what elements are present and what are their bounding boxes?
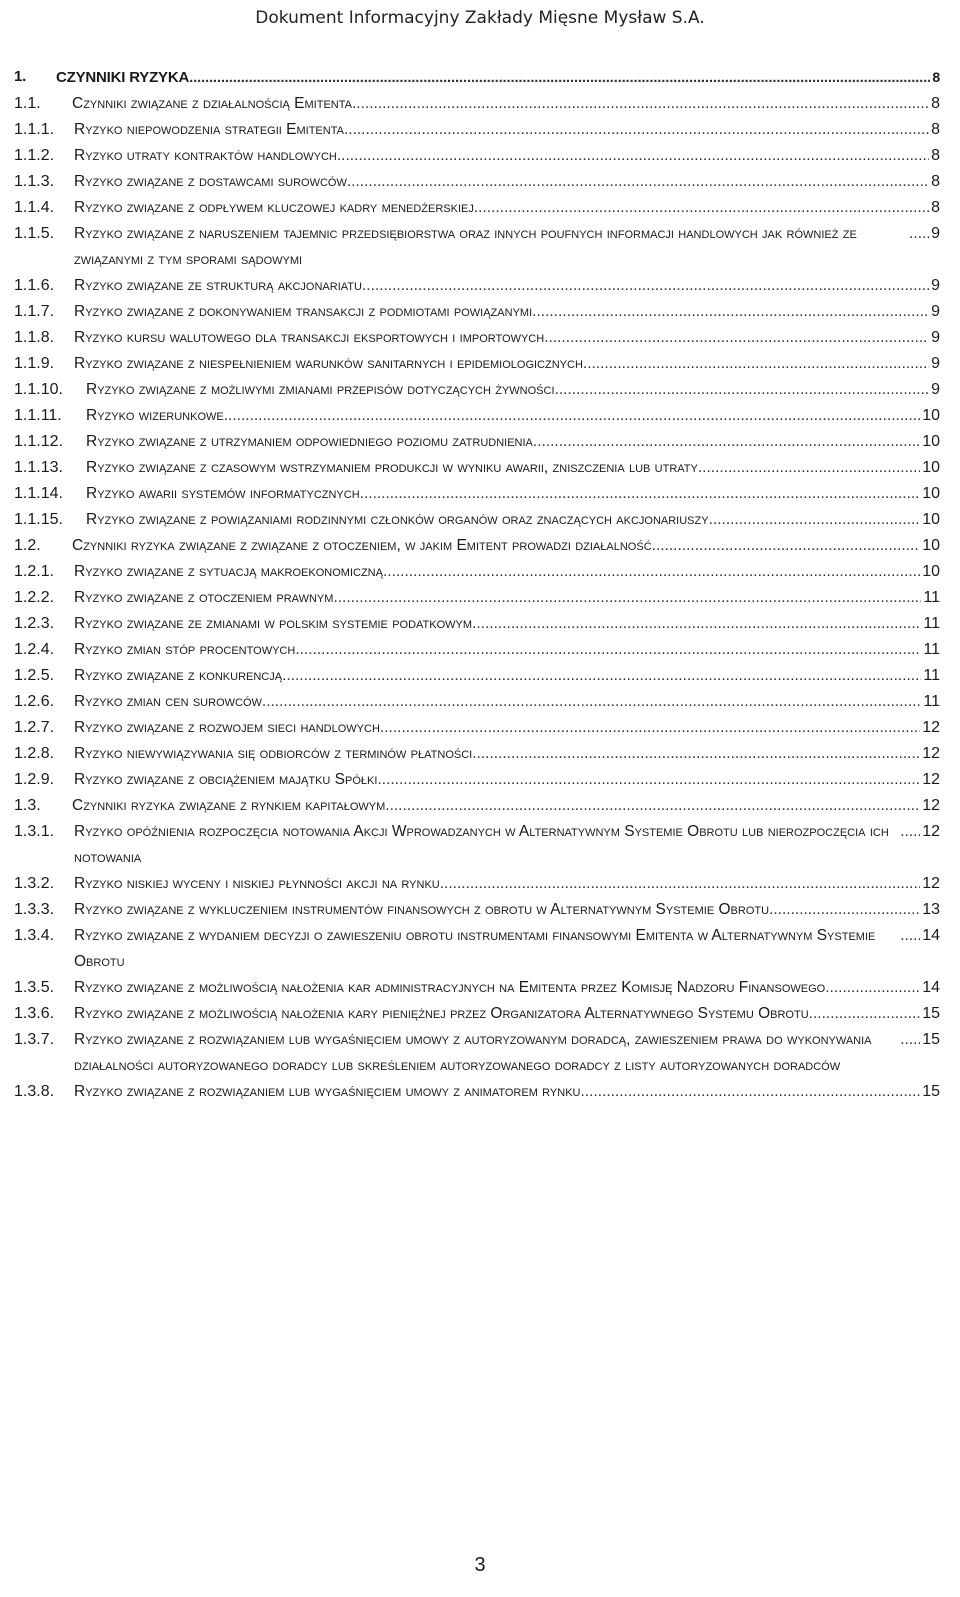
toc-entry-page: 8 (931, 95, 940, 112)
toc-entry-title: Ryzyko związane z wykluczeniem instrumentów finansowych z obrotu w Alternatywnym Systemie Obrotu (74, 897, 769, 923)
toc-entry-title: Ryzyko zmian stóp procentowych (74, 637, 295, 663)
toc-entry-number: 1.1.8. (14, 329, 55, 346)
toc-entry-number: 1.2.7. (14, 719, 55, 736)
toc-entry[interactable] (14, 741, 940, 767)
toc-entry-page: 12 (922, 797, 940, 814)
toc-entry[interactable] (14, 169, 940, 195)
dot-leader (698, 455, 920, 481)
toc-entry-number: 1.3.7. (14, 1031, 55, 1048)
toc-entry-title: Ryzyko związane ze zmianami w polskim systemie podatkowym (74, 611, 472, 637)
toc-entry-page: 14 (922, 979, 940, 996)
toc-entry-title: Ryzyko zmian cen surowców (74, 689, 262, 715)
toc-entry-number: 1.1.2. (14, 147, 55, 164)
toc-entry-title: Ryzyko związane ze strukturą akcjonariatu (74, 273, 362, 299)
toc-entry-title: Ryzyko związane z rozwojem sieci handlowych (74, 715, 380, 741)
toc-entry[interactable] (14, 871, 940, 897)
toc-entry[interactable] (14, 533, 940, 559)
toc-entry-number: 1.1.9. (14, 355, 55, 372)
toc-entry-number: 1.1.15. (14, 511, 63, 528)
toc-entry-number: 1.2.4. (14, 641, 55, 658)
toc-entry-page: 10 (922, 563, 940, 580)
toc-entry-number: 1.1.7. (14, 303, 55, 320)
toc-entry[interactable] (14, 793, 940, 819)
toc-entry-page: 8 (931, 173, 940, 190)
toc-entry-number: 1.3.8. (14, 1083, 55, 1100)
toc-entry[interactable] (14, 91, 940, 117)
toc-entry[interactable] (14, 117, 940, 143)
toc-entry[interactable] (14, 455, 940, 481)
toc-entry-page: 12 (922, 875, 940, 892)
toc-entry-page: 11 (923, 667, 940, 684)
dot-leader (380, 715, 920, 741)
dot-leader (532, 299, 929, 325)
toc-entry[interactable] (14, 221, 940, 273)
toc-entry-title: Ryzyko związane z obciążeniem majątku Spółki (74, 767, 377, 793)
dot-leader (900, 819, 920, 845)
toc-entry[interactable] (14, 559, 940, 585)
dot-leader (472, 611, 921, 637)
toc-entry-page: 8 (931, 199, 940, 216)
toc-entry-number: 1.1.13. (14, 459, 63, 476)
toc-entry-title: Ryzyko związane z naruszeniem tajemnic przedsiębiorstwa oraz innych poufnych informacji handlowych jak również ze związanymi z tym sporami sądowymi (74, 221, 909, 273)
toc-entry-page: 9 (931, 303, 940, 320)
toc-entry-page: 10 (922, 485, 940, 502)
toc-entry[interactable] (14, 1001, 940, 1027)
toc-entry-title: Ryzyko związane z możliwymi zmianami przepisów dotyczących żywności (86, 377, 555, 403)
toc-entry-page: 9 (931, 329, 940, 346)
toc-entry[interactable] (14, 429, 940, 455)
toc-entry-title: Ryzyko związane z utrzymaniem odpowiedniego poziomu zatrudnienia (86, 429, 533, 455)
toc-entry[interactable] (14, 767, 940, 793)
toc-entry-title: Ryzyko związane z czasowym wstrzymaniem produkcji w wyniku awarii, zniszczenia lub utraty (86, 455, 698, 481)
dot-leader (809, 1001, 921, 1027)
dot-leader (282, 663, 921, 689)
toc-entry-page: 15 (922, 1083, 940, 1100)
toc-entry-number: 1.2. (14, 537, 41, 554)
dot-leader (362, 273, 929, 299)
dot-leader (224, 403, 920, 429)
toc-entry-number: 1.1.6. (14, 277, 55, 294)
toc-entry-title: Ryzyko opóźnienia rozpoczęcia notowania Akcji Wprowadzanych w Alternatywnym Systemie Obrotu lub nierozpoczęcia ich notowania (74, 819, 900, 871)
toc-entry-title: Ryzyko związane z sytuacją makroekonomiczną (74, 559, 383, 585)
toc-entry-page: 10 (922, 537, 940, 554)
toc-entry-number: 1.2.1. (14, 563, 55, 580)
toc-entry-page: 11 (923, 589, 940, 606)
table-of-contents (14, 64, 940, 1105)
dot-leader (900, 923, 920, 949)
toc-entry[interactable] (14, 507, 940, 533)
dot-leader (352, 91, 929, 117)
dot-leader (295, 637, 921, 663)
toc-entry-page: 11 (923, 641, 940, 658)
toc-entry[interactable] (14, 1079, 940, 1105)
toc-entry-number: 1.2.5. (14, 667, 55, 684)
toc-entry-page: 12 (922, 823, 940, 840)
toc-entry[interactable] (14, 351, 940, 377)
toc-entry[interactable] (14, 64, 940, 91)
toc-entry-number: 1.3.5. (14, 979, 55, 996)
toc-entry-page: 10 (922, 511, 940, 528)
toc-entry[interactable] (14, 611, 940, 637)
toc-entry-number: 1.2.8. (14, 745, 55, 762)
toc-entry-page: 9 (931, 381, 940, 398)
toc-entry-title: Czynniki ryzyka związane z rynkiem kapitałowym (72, 793, 385, 819)
toc-entry[interactable] (14, 637, 940, 663)
toc-entry-page: 9 (931, 355, 940, 372)
toc-entry-number: 1.3.1. (14, 823, 55, 840)
toc-entry-number: 1.1.5. (14, 225, 55, 242)
toc-entry-number: 1.3.6. (14, 1005, 55, 1022)
toc-entry-title: Ryzyko związane z otoczeniem prawnym (74, 585, 333, 611)
toc-entry[interactable] (14, 143, 940, 169)
toc-entry-page: 10 (922, 433, 940, 450)
toc-entry-page: 11 (923, 615, 940, 632)
toc-entry-title: CZYNNIKI RYZYKA (56, 65, 189, 91)
dot-leader (440, 871, 920, 897)
toc-entry-number: 1.1.10. (14, 381, 63, 398)
toc-entry-page: 15 (922, 1031, 940, 1048)
toc-entry-title: Ryzyko kursu walutowego dla transakcji eksportowych i importowych (74, 325, 544, 351)
toc-entry-title: Ryzyko awarii systemów informatycznych (86, 481, 360, 507)
toc-entry[interactable] (14, 715, 940, 741)
dot-leader (533, 429, 920, 455)
toc-entry[interactable] (14, 195, 940, 221)
toc-entry-title: Ryzyko niewywiązywania się odbiorców z terminów płatności (74, 741, 472, 767)
toc-entry-number: 1.1.1. (14, 121, 55, 138)
toc-entry-number: 1.1.3. (14, 173, 55, 190)
toc-entry-title: Ryzyko utraty kontraktów handlowych (74, 143, 337, 169)
dot-leader (825, 975, 920, 1001)
dot-leader (383, 559, 920, 585)
toc-entry-page: 8 (931, 147, 940, 164)
dot-leader (909, 221, 929, 247)
dot-leader (580, 1079, 920, 1105)
toc-entry-title: Ryzyko związane z możliwością nałożenia kary pieniężnej przez Organizatora Alternatywnego Systemu Obrotu (74, 1001, 809, 1027)
dot-leader (472, 741, 920, 767)
toc-entry[interactable] (14, 377, 940, 403)
dot-leader (709, 507, 921, 533)
toc-entry-title: Ryzyko związane z rozwiązaniem lub wygaśnięciem umowy z animatorem rynku (74, 1079, 580, 1105)
dot-leader (583, 351, 929, 377)
toc-entry[interactable] (14, 663, 940, 689)
toc-entry[interactable] (14, 1027, 940, 1079)
dot-leader (344, 117, 929, 143)
toc-entry[interactable] (14, 325, 940, 351)
toc-entry-title: Ryzyko związane z konkurencją (74, 663, 282, 689)
toc-entry-title: Ryzyko związane z niespełnieniem warunków sanitarnych i epidemiologicznych (74, 351, 583, 377)
toc-entry[interactable] (14, 897, 940, 923)
toc-entry-title: Ryzyko związane z rozwiązaniem lub wygaśnięciem umowy z autoryzowanym doradcą, zawieszeniem prawa do wykonywania działalności autoryzowanego doradcy lub skreśleniem autoryzowanego doradcy z listy autoryzowanych doradców (74, 1027, 900, 1079)
dot-leader (385, 793, 920, 819)
toc-entry[interactable] (14, 481, 940, 507)
dot-leader (347, 169, 929, 195)
toc-entry-number: 1. (14, 68, 27, 85)
toc-entry-number: 1.1.4. (14, 199, 55, 216)
toc-entry-page: 12 (922, 745, 940, 762)
dot-leader (900, 1027, 920, 1053)
toc-entry[interactable] (14, 689, 940, 715)
toc-entry-number: 1.2.6. (14, 693, 55, 710)
toc-entry-number: 1.2.9. (14, 771, 55, 788)
toc-entry-title: Czynniki związane z działalnością Emitenta (72, 91, 352, 117)
dot-leader (360, 481, 921, 507)
toc-entry-title: Ryzyko związane z dostawcami surowców (74, 169, 347, 195)
dot-leader (377, 767, 920, 793)
dot-leader (769, 897, 920, 923)
toc-entry-title: Ryzyko związane z wydaniem decyzji o zawieszeniu obrotu instrumentami finansowymi Emitenta w Alternatywnym Systemie Obrotu (74, 923, 900, 975)
dot-leader (262, 689, 922, 715)
toc-entry-title: Ryzyko wizerunkowe (86, 403, 224, 429)
toc-entry-number: 1.2.3. (14, 615, 55, 632)
page-number: 3 (474, 1554, 486, 1576)
toc-entry-number: 1.3.3. (14, 901, 55, 918)
toc-entry[interactable] (14, 819, 940, 871)
toc-entry-page: 9 (931, 225, 940, 242)
toc-entry-title: Ryzyko związane z dokonywaniem transakcji z podmiotami powiązanymi (74, 299, 532, 325)
dot-leader (652, 533, 921, 559)
toc-entry-title: Ryzyko związane z możliwością nałożenia kar administracyjnych na Emitenta przez Komisję Nadzoru Finansowego (74, 975, 825, 1001)
toc-entry[interactable] (14, 975, 940, 1001)
page-header: Dokument Informacyjny Zakłady Mięsne Mysław S.A. (255, 8, 705, 28)
toc-entry-page: 10 (922, 459, 940, 476)
toc-entry-number: 1.1.11. (14, 407, 62, 424)
toc-entry-number: 1.3.2. (14, 875, 55, 892)
toc-entry-number: 1.3. (14, 797, 41, 814)
toc-entry-number: 1.3.4. (14, 927, 55, 944)
dot-leader (189, 65, 930, 91)
toc-entry-page: 15 (922, 1005, 940, 1022)
toc-entry-title: Ryzyko niskiej wyceny i niskiej płynności akcji na rynku (74, 871, 440, 897)
toc-entry-page: 14 (922, 927, 940, 944)
dot-leader (474, 195, 929, 221)
dot-leader (544, 325, 929, 351)
toc-entry[interactable] (14, 923, 940, 975)
toc-entry[interactable] (14, 403, 940, 429)
toc-entry-number: 1.1.12. (14, 433, 63, 450)
toc-entry-page: 9 (931, 277, 940, 294)
toc-entry-page: 13 (922, 901, 940, 918)
toc-entry-number: 1.2.2. (14, 589, 55, 606)
toc-entry-title: Czynniki ryzyka związane z związane z otoczeniem, w jakim Emitent prowadzi działalność (72, 533, 652, 559)
toc-entry-page: 8 (931, 121, 940, 138)
toc-entry-number: 1.1.14. (14, 485, 63, 502)
toc-entry-page: 12 (922, 719, 940, 736)
dot-leader (337, 143, 929, 169)
dot-leader (333, 585, 921, 611)
toc-entry-page: 8 (932, 69, 940, 85)
toc-entry-page: 10 (922, 407, 940, 424)
toc-entry[interactable] (14, 585, 940, 611)
toc-entry-page: 11 (923, 693, 940, 710)
toc-entry[interactable] (14, 299, 940, 325)
toc-entry-title: Ryzyko niepowodzenia strategii Emitenta (74, 117, 344, 143)
toc-entry-title: Ryzyko związane z powiązaniami rodzinnymi członków organów oraz znaczących akcjonariuszy (86, 507, 709, 533)
dot-leader (555, 377, 930, 403)
toc-entry-number: 1.1. (14, 95, 41, 112)
toc-entry-title: Ryzyko związane z odpływem kluczowej kadry menedżerskiej (74, 195, 474, 221)
toc-entry[interactable] (14, 273, 940, 299)
toc-entry-page: 12 (922, 771, 940, 788)
